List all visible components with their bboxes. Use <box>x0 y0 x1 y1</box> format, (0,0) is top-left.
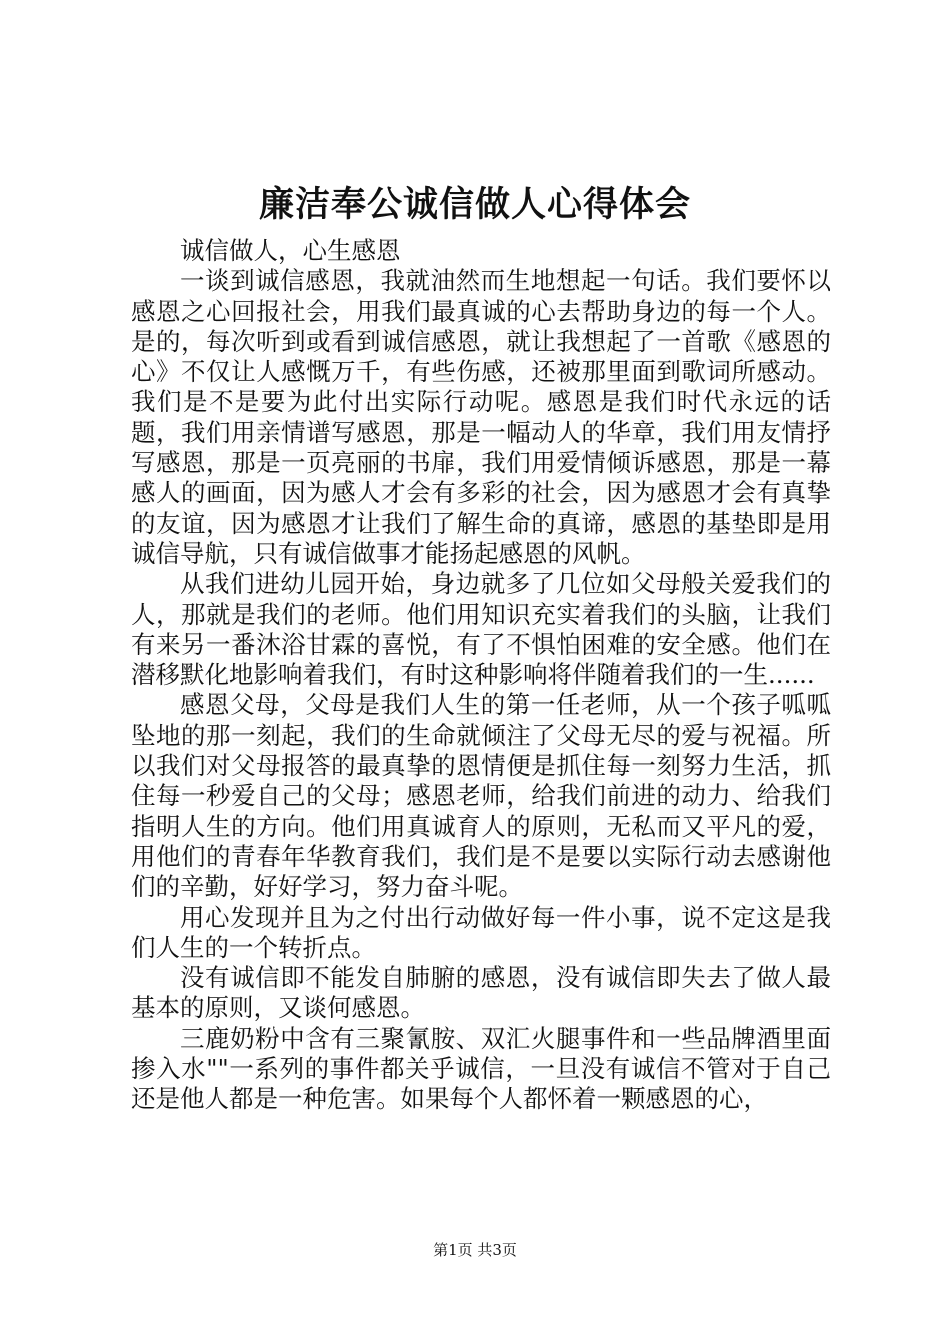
paragraph: 没有诚信即不能发自肺腑的感恩，没有诚信即失去了做人最基本的原则，又谈何感恩。 <box>131 963 831 1023</box>
paragraph: 用心发现并且为之付出行动做好每一件小事，说不定这是我们人生的一个转折点。 <box>131 902 831 962</box>
page-number-footer: 第1页 共3页 <box>433 1241 517 1259</box>
paragraph: 一谈到诚信感恩，我就油然而生地想起一句话。我们要怀以感恩之心回报社会，用我们最真诚的心去帮助身边的每一个人。是的，每次听到或看到诚信感恩，就让我想起了一首歌《感恩的心》不仅让人感慨万千，有些伤感，还被那里面到歌词所感动。我们是不是要为此付出实际行动呢。感恩是我们时代永远的话题，我们用亲情谱写感恩，那是一幅动人的华章，我们用友情抒写感恩，那是一页亮丽的书扉，我们用爱情倾诉感恩，那是一幕感人的画面，因为感人才会有多彩的社会，因为感恩才会有真挚的友谊，因为感恩才让我们了解生命的真谛，感恩的基垫即是用诚信导航，只有诚信做事才能扬起感恩的风帆。 <box>131 266 831 568</box>
paragraph-subtitle: 诚信做人，心生感恩 <box>180 236 401 265</box>
paragraph: 三鹿奶粉中含有三聚氰胺、双汇火腿事件和一些品牌酒里面掺入水""一系列的事件都关乎诚信，一旦没有诚信不管对于自己还是他人都是一种危害。如果每个人都怀着一颗感恩的心， <box>131 1023 831 1114</box>
paragraph: 感恩父母，父母是我们人生的第一任老师，从一个孩子呱呱坠地的那一刻起，我们的生命就倾注了父母无尽的爱与祝福。所以我们对父母报答的最真挚的恩情便是抓住每一刻努力生活，抓住每一秒爱自己的父母；感恩老师，给我们前进的动力、给我们指明人生的方向。他们用真诚育人的原则，无私而又平凡的爱，用他们的青春年华教育我们，我们是不是要以实际行动去感谢他们的辛勤，好好学习，努力奋斗呢。 <box>131 690 831 902</box>
document-title: 廉洁奉公诚信做人心得体会 <box>258 184 691 225</box>
document-body <box>131 236 831 1115</box>
paragraph: 从我们进幼儿园开始，身边就多了几位如父母般关爱我们的人，那就是我们的老师。他们用知识充实着我们的头脑，让我们有来另一番沐浴甘霖的喜悦，有了不惧怕困难的安全感。他们在潜移默化地影响着我们，有时这种影响将伴随着我们的一生...... <box>131 569 831 690</box>
